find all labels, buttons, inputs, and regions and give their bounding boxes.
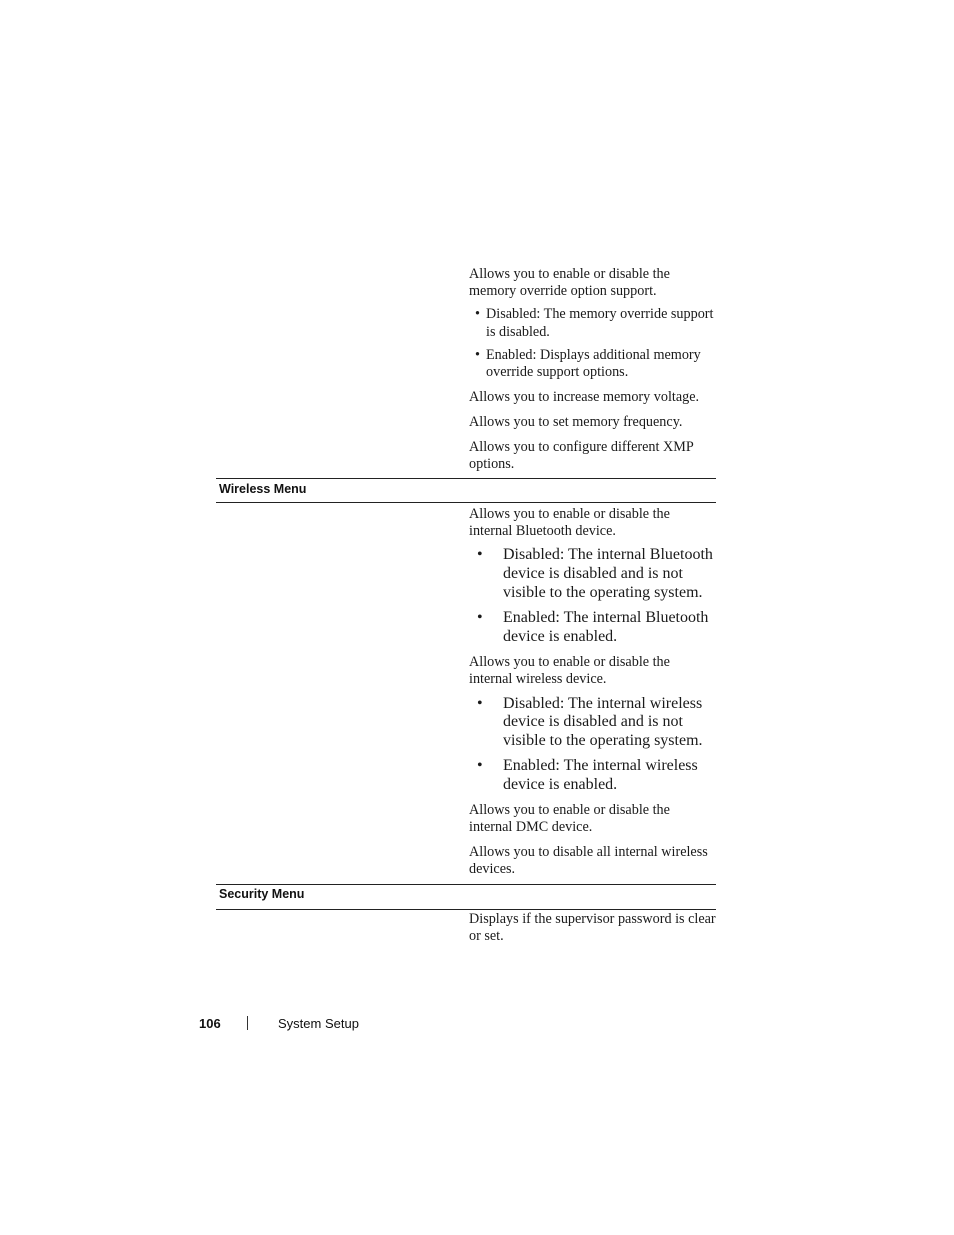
table-rule	[216, 502, 716, 503]
bullet-icon: •	[477, 757, 483, 774]
text-line: device is enabled.	[503, 628, 618, 645]
text-line: Disabled: The internal wireless	[503, 695, 703, 712]
text-line: is disabled.	[486, 324, 550, 340]
footer-separator	[247, 1016, 248, 1030]
text-line: devices.	[469, 861, 516, 877]
text-line: device is enabled.	[503, 776, 618, 793]
page-number: 106	[199, 1016, 221, 1031]
text-line: Allows you to enable or disable the	[469, 266, 670, 282]
text-line: Enabled: Displays additional memory	[486, 347, 701, 363]
text-line: Allows you to configure different XMP	[469, 439, 694, 455]
bullet-icon: •	[475, 347, 480, 363]
text-line: Allows you to set memory frequency.	[469, 414, 683, 430]
wireless-menu-heading: Wireless Menu	[219, 482, 307, 496]
text-line: Disabled: The memory override support	[486, 306, 714, 322]
text-line: or set.	[469, 928, 504, 944]
bullet-icon: •	[477, 546, 483, 563]
text-line: options.	[469, 456, 515, 472]
text-line: internal DMC device.	[469, 819, 593, 835]
text-line: override support options.	[486, 364, 629, 380]
text-line: visible to the operating system.	[503, 584, 703, 601]
footer-section-title: System Setup	[278, 1016, 359, 1031]
text-line: Allows you to disable all internal wireless	[469, 844, 708, 860]
table-rule	[216, 884, 716, 885]
bullet-icon: •	[477, 695, 483, 712]
security-menu-heading: Security Menu	[219, 887, 305, 901]
text-line: Allows you to enable or disable the	[469, 654, 670, 670]
text-line: device is disabled and is not	[503, 565, 683, 582]
text-line: Allows you to increase memory voltage.	[469, 389, 700, 405]
text-line: memory override option support.	[469, 283, 657, 299]
text-line: internal wireless device.	[469, 671, 607, 687]
text-line: Enabled: The internal Bluetooth	[503, 609, 709, 626]
table-rule	[216, 478, 716, 479]
table-rule	[216, 909, 716, 910]
bullet-icon: •	[475, 306, 480, 322]
text-line: Allows you to enable or disable the	[469, 802, 670, 818]
bullet-icon: •	[477, 609, 483, 626]
text-line: Displays if the supervisor password is clear	[469, 911, 716, 927]
text-line: Disabled: The internal Bluetooth	[503, 546, 713, 563]
text-line: visible to the operating system.	[503, 732, 703, 749]
text-line: device is disabled and is not	[503, 713, 683, 730]
text-line: internal Bluetooth device.	[469, 523, 616, 539]
text-line: Allows you to enable or disable the	[469, 506, 670, 522]
text-line: Enabled: The internal wireless	[503, 757, 698, 774]
